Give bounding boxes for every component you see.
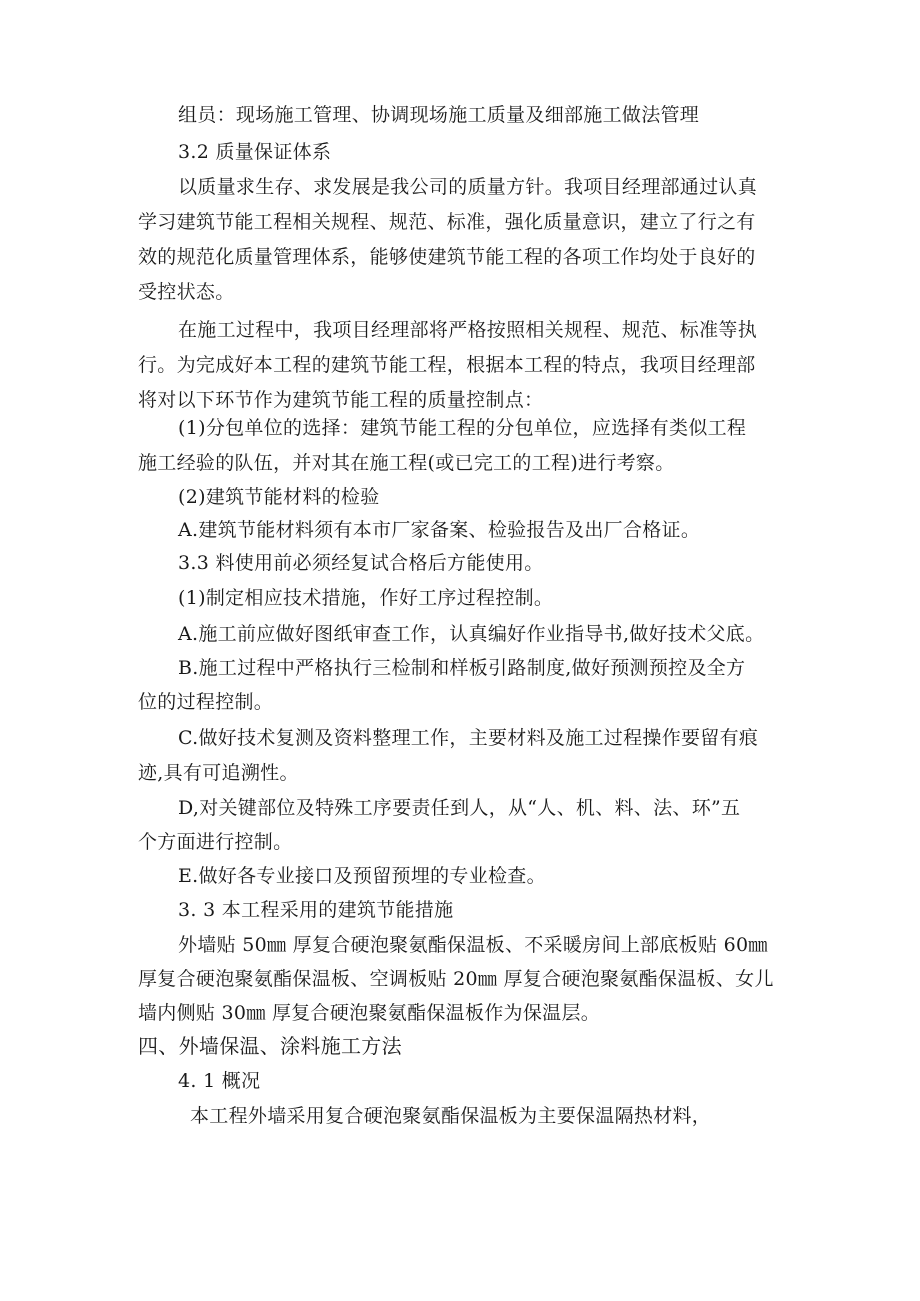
- text-line-13: A.建筑节能材料须有本市厂家备案、检验报告及出厂合格证。: [178, 519, 701, 541]
- text-line-21: D,对关键部位及特殊工序要责任到人，从“人、机、料、法、环”五: [178, 797, 741, 819]
- text-line-27: 墙内侧贴 30㎜ 厚复合硬泡聚氨酯保温板作为保温层。: [138, 1002, 601, 1024]
- chapter-heading-4: 四、外墙保温、涂料施工方法: [138, 1034, 402, 1058]
- text-line-12: (2)建筑节能材料的检验: [178, 486, 380, 508]
- section-heading-3-2: 3.2 质量保证体系: [178, 141, 332, 163]
- text-line-23: E.做好各专业接口及预留预埋的专业检查。: [178, 865, 546, 887]
- section-heading-3-3: 3. 3 本工程采用的建筑节能措施: [178, 899, 454, 921]
- text-line-16: A.施工前应做好图纸审查工作，认真编好作业指导书,做好技术父底。: [178, 623, 765, 645]
- text-line-17: B.施工过程中严格执行三检制和样板引路制度,做好预测预控及全方: [178, 657, 746, 679]
- text-line-20: 迹,具有可追溯性。: [138, 762, 299, 784]
- text-line-22: 个方面进行控制。: [138, 831, 293, 853]
- text-line-15: (1)制定相应技术措施，作好工序过程控制。: [178, 587, 554, 609]
- text-line-6: 受控状态。: [138, 281, 235, 303]
- text-line-19: C.做好技术复测及资料整理工作，主要材料及施工过程操作要留有痕: [178, 727, 759, 749]
- text-line-8: 行。为完成好本工程的建筑节能工程，根据本工程的特点，我项目经理部: [138, 354, 756, 376]
- text-line-3: 以质量求生存、求发展是我公司的质量方针。我项目经理部通过认真: [178, 176, 758, 198]
- text-line-14: 3.3 料使用前必须经复试合格后方能使用。: [178, 552, 544, 574]
- text-line-11: 施工经验的队伍，并对其在施工程(或已完工的工程)进行考察。: [138, 452, 675, 474]
- text-line-7: 在施工过程中，我项目经理部将严格按照相关规程、规范、标准等执: [178, 319, 758, 341]
- text-line-1: 组员：现场施工管理、协调现场施工质量及细部施工做法管理: [178, 104, 700, 126]
- text-line-18: 位的过程控制。: [138, 691, 274, 713]
- text-line-30: 本工程外墙采用复合硬泡聚氨酯保温板为主要保温隔热材料，: [190, 1105, 712, 1127]
- text-line-9: 将对以下环节作为建筑节能工程的质量控制点：: [138, 389, 544, 411]
- text-line-4: 学习建筑节能工程相关规程、规范、标准，强化质量意识，建立了行之有: [138, 211, 756, 233]
- text-line-5: 效的规范化质量管理体系，能够使建筑节能工程的各项工作均处于良好的: [138, 246, 756, 268]
- section-heading-4-1: 4. 1 概况: [178, 1070, 261, 1092]
- text-line-26: 厚复合硬泡聚氨酯保温板、空调板贴 20㎜ 厚复合硬泡聚氨酯保温板、女儿: [138, 968, 774, 990]
- text-line-25: 外墙贴 50㎜ 厚复合硬泡聚氨酯保温板、不采暖房间上部底板贴 60㎜: [178, 934, 768, 956]
- text-line-10: (1)分包单位的选择：建筑节能工程的分包单位，应选择有类似工程: [178, 417, 747, 439]
